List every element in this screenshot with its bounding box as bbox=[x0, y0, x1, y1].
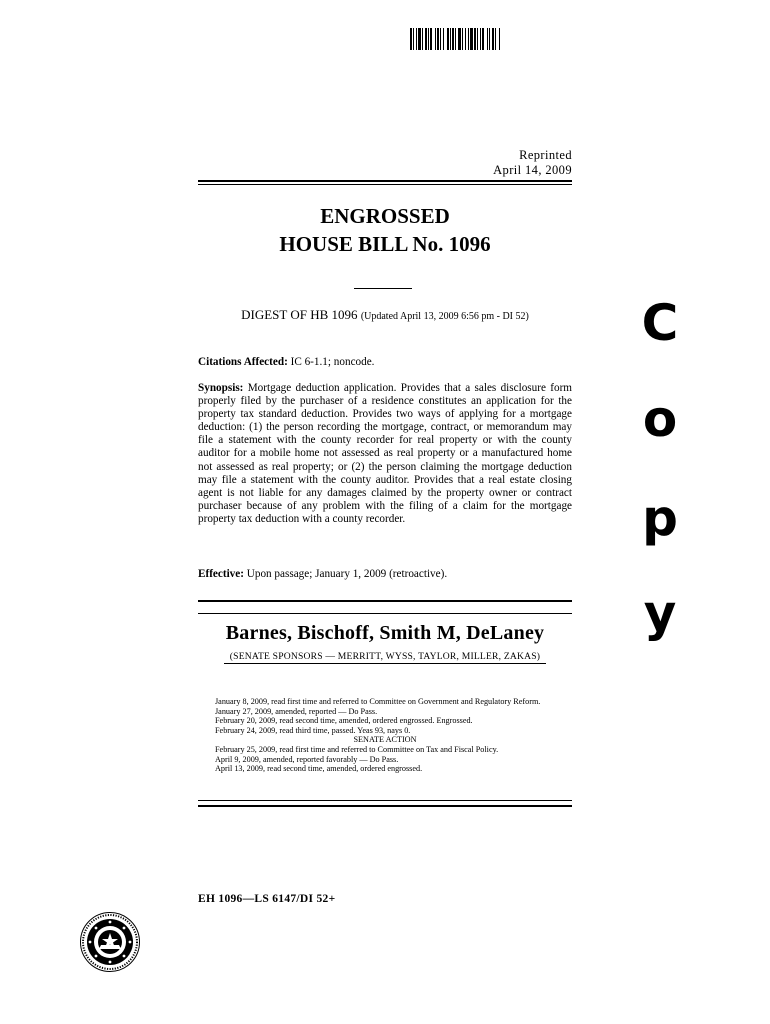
history-rule-thick bbox=[198, 805, 572, 807]
effective-date bbox=[198, 568, 572, 581]
legislative-history bbox=[198, 697, 572, 774]
history-line: February 24, 2009, read third time, passed. Yeas 93, nays 0. bbox=[215, 725, 411, 735]
citations-affected bbox=[198, 356, 572, 369]
history-line: April 13, 2009, read second time, amended, ordered engrossed. bbox=[215, 764, 423, 774]
reprinted-label: Reprinted bbox=[519, 148, 572, 162]
authors-rule-top-thin bbox=[198, 613, 572, 614]
bill-title-line1: ENGROSSED bbox=[320, 204, 450, 228]
reprint-notice bbox=[493, 148, 572, 178]
effective-label: Effective: bbox=[198, 568, 244, 580]
bill-title-line2: HOUSE BILL No. 1096 bbox=[279, 232, 491, 256]
bill-title bbox=[198, 202, 572, 258]
history-line: February 25, 2009, read first time and referred to Committee on Tax and Fiscal Policy. bbox=[215, 744, 499, 754]
history-rule-thin bbox=[198, 800, 572, 801]
senate-sponsors-text: (SENATE SPONSORS — MERRITT, WYSS, TAYLOR, MILLER, ZAKAS) bbox=[224, 651, 546, 664]
copy-watermark-y: y bbox=[643, 584, 677, 642]
history-line: April 9, 2009, amended, reported favorably — Do Pass. bbox=[215, 754, 399, 764]
synopsis-text: Mortgage deduction application. Provides that a sales disclosure form properly filed by the purchaser of a residence constitutes an application for the property tax standard deduction. Provides two ways of applying for a mortgage deduction: (1) the person recording the mortgage, contract, or memorandum may file a statement with the county recorder for real property or with the county auditor for a mobile home not assessed as real property or a manufactured home not assessed as real property; or (2) the person claiming the mortgage deduction may file a statement with the county auditor. Provides that a real estate closing agent is not liable for any damages claimed by the property owner or contract purchaser because of any problem with the filing of a claim for the mortgage property tax deduction with a county recorder. bbox=[198, 382, 572, 525]
citations-label: Citations Affected: bbox=[198, 356, 288, 368]
bill-authors: Barnes, Bischoff, Smith M, DeLaney bbox=[225, 622, 545, 644]
state-seal-icon bbox=[79, 911, 141, 973]
copy-watermark-p: p bbox=[642, 489, 678, 547]
history-line: January 8, 2009, read first time and referred to Committee on Government and Regulatory Reform. bbox=[215, 697, 541, 706]
reprint-date: April 14, 2009 bbox=[493, 163, 572, 177]
history-line: January 27, 2009, amended, reported — Do Pass. bbox=[215, 706, 378, 716]
senate-action-heading: SENATE ACTION bbox=[353, 735, 417, 745]
barcode bbox=[410, 28, 588, 50]
title-separator bbox=[354, 288, 412, 289]
history-line: February 20, 2009, read second time, amended, ordered engrossed. Engrossed. bbox=[215, 716, 473, 726]
header-rule-thick bbox=[198, 180, 572, 182]
synopsis bbox=[198, 382, 572, 526]
effective-text: Upon passage; January 1, 2009 (retroactive). bbox=[246, 568, 448, 580]
document-footer-id: EH 1096—LS 6147/DI 52+ bbox=[198, 893, 336, 905]
digest-heading bbox=[198, 307, 572, 323]
synopsis-label: Synopsis: bbox=[198, 382, 244, 394]
citations-text: IC 6-1.1; noncode. bbox=[290, 356, 375, 368]
digest-label: DIGEST OF HB 1096 bbox=[241, 307, 358, 322]
digest-updated: (Updated April 13, 2009 6:56 pm - DI 52) bbox=[360, 311, 529, 322]
copy-watermark-o: o bbox=[642, 390, 678, 448]
header-rule-thin bbox=[198, 184, 572, 185]
senate-sponsors bbox=[198, 651, 572, 662]
copy-watermark-c: C bbox=[641, 294, 679, 352]
authors-rule-top-thick bbox=[198, 600, 572, 602]
